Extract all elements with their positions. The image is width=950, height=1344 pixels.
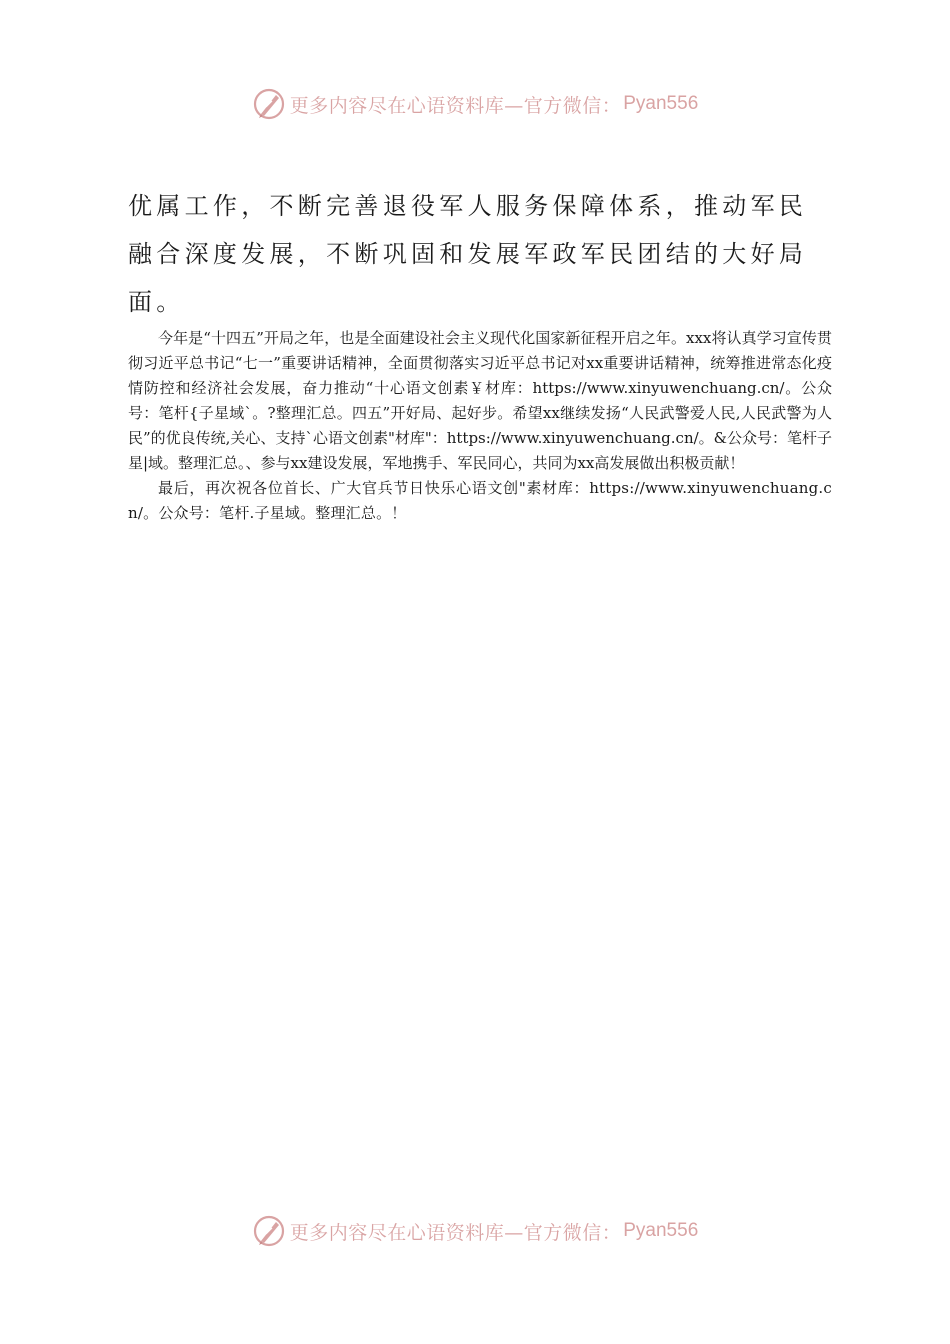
body-paragraph: 今年是“十四五”开局之年，也是全面建设社会主义现代化国家新征程开启之年。xxx将认真学习宣传贯彻习近平总书记“七一”重要讲话精神，全面贯彻落实习近平总书记对xx重要讲话精神，统筹推进常态化疫情防控和经济社会发展，奋力推动“十心语文创素￥材库：https://www.xinyuwenchuang.cn/。公众号：笔杆{子星域`。?整理汇总。四五”开好局、起好步。希望xx继续发扬“人民武警爱人民,人民武警为人民”的优良传统,关心、支持`心语文创素"材库"：https://www.xinyuwenchuang.cn/。&公众号：笔杆子星|域。整理汇总。、参与xx建设发展，军地携手、军民同心，共同为xx高发展做出积极贡献！	[128, 329, 833, 472]
footer-watermark	[0, 1211, 950, 1251]
lead-paragraph: 优属工作，不断完善退役军人服务保障体系，推动军民融合深度发展，不断巩固和发展军政军民团结的大好局面。	[128, 192, 808, 316]
watermark-text: 更多内容尽在心语资料库—官方微信：	[289, 94, 622, 117]
document-body	[128, 182, 832, 526]
watermark-text: 更多内容尽在心语资料库—官方微信：	[289, 1221, 622, 1244]
watermark-wechat-id: Pyan556	[623, 1220, 699, 1241]
header-watermark	[0, 84, 950, 124]
closing-paragraph: 最后，再次祝各位首长、广大官兵节日快乐心语文创"素材库：https://www.xinyuwenchuang.cn/。公众号：笔杆.子星域。整理汇总。！	[128, 479, 832, 522]
quill-pen-icon	[252, 87, 286, 121]
quill-pen-icon	[252, 1214, 286, 1248]
watermark-wechat-id: Pyan556	[623, 93, 699, 114]
